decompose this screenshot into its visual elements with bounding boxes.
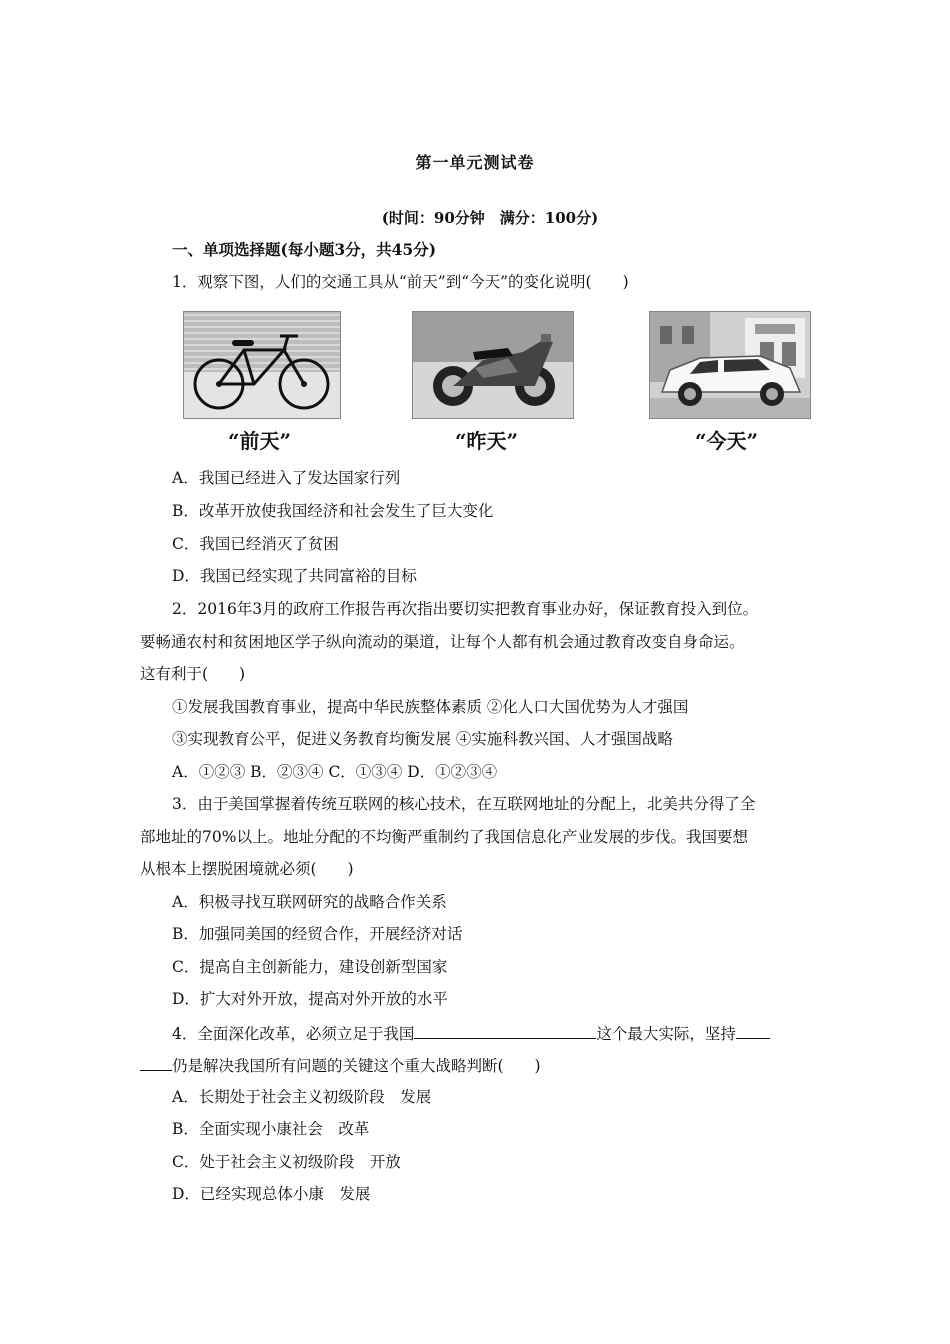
q2-options: A．①②③ B．②③④ C．①③④ D．①②③④ [172, 763, 498, 781]
q2-items-line1: ①发展我国教育事业，提高中华民族整体素质 ②化人口大国优势为人才强国 [172, 698, 689, 716]
q3-option-c: C．提高自主创新能力，建设创新型国家 [172, 958, 448, 976]
q4-blank-2a [736, 1022, 770, 1039]
q1-option-c: C．我国已经消灭了贫困 [172, 535, 339, 553]
q3-stem-line2: 部地址的70%以上。地址分配的不均衡严重制约了我国信息化产业发展的步伐。我国要想 [140, 828, 748, 846]
q4-stem-part1: 4．全面深化改革，必须立足于我国 [172, 1025, 415, 1043]
caption-yesterday: “昨天” [455, 429, 519, 453]
q1-stem: 1．观察下图，人们的交通工具从“前天”到“今天”的变化说明( ) [172, 273, 629, 291]
q4-option-b: B．全面实现小康社会 改革 [172, 1120, 370, 1138]
q4-option-c: C．处于社会主义初级阶段 开放 [172, 1153, 401, 1171]
q2-items-line2: ③实现教育公平，促进义务教育均衡发展 ④实施科教兴国、人才强国战略 [172, 730, 673, 748]
q4-stem-line2 [140, 1054, 541, 1076]
q4-blank-1 [414, 1022, 596, 1039]
q4-stem-part2: 这个最大实际，坚持 [596, 1025, 736, 1043]
q1-option-a: A．我国已经进入了发达国家行列 [172, 469, 401, 487]
q2-stem-line2: 要畅通农村和贫困地区学子纵向流动的渠道，让每个人都有机会通过教育改变自身命运。 [140, 633, 745, 651]
motorcycle-image [412, 311, 574, 419]
q3-stem-line3: 从根本上摆脱困境就必须( ) [140, 860, 354, 878]
q3-stem-line1: 3．由于美国掌握着传统互联网的核心技术，在互联网地址的分配上，北美共分得了全 [172, 795, 756, 813]
q2-stem-line1: 2．2016年3月的政府工作报告再次指出要切实把教育事业办好，保证教育投入到位。 [172, 600, 759, 618]
caption-day-before-yesterday: “前天” [228, 429, 292, 453]
q3-option-b: B．加强同美国的经贸合作，开展经济对话 [172, 925, 463, 943]
bicycle-image [183, 311, 341, 419]
exam-time-score: (时间：90分钟 满分：100分) [381, 209, 599, 227]
q4-blank-2b [140, 1054, 172, 1071]
q4-option-a: A．长期处于社会主义初级阶段 发展 [172, 1088, 432, 1106]
q3-option-a: A．积极寻找互联网研究的战略合作关系 [172, 893, 447, 911]
q4-option-d: D．已经实现总体小康 发展 [172, 1185, 371, 1203]
car-image [649, 311, 811, 419]
q2-stem-line3: 这有利于( ) [140, 665, 246, 683]
q4-stem-part3: 仍是解决我国所有问题的关键这个重大战略判断( ) [172, 1057, 541, 1075]
q1-option-b: B．改革开放使我国经济和社会发生了巨大变化 [172, 502, 494, 520]
q4-stem-line1 [172, 1022, 770, 1044]
q1-option-d: D．我国已经实现了共同富裕的目标 [172, 567, 417, 585]
q3-option-d: D．扩大对外开放，提高对外开放的水平 [172, 990, 448, 1008]
section-heading: 一、单项选择题(每小题3分，共45分) [172, 240, 437, 259]
caption-today: “今天” [695, 429, 759, 453]
page-title: 第一单元测试卷 [415, 153, 535, 172]
